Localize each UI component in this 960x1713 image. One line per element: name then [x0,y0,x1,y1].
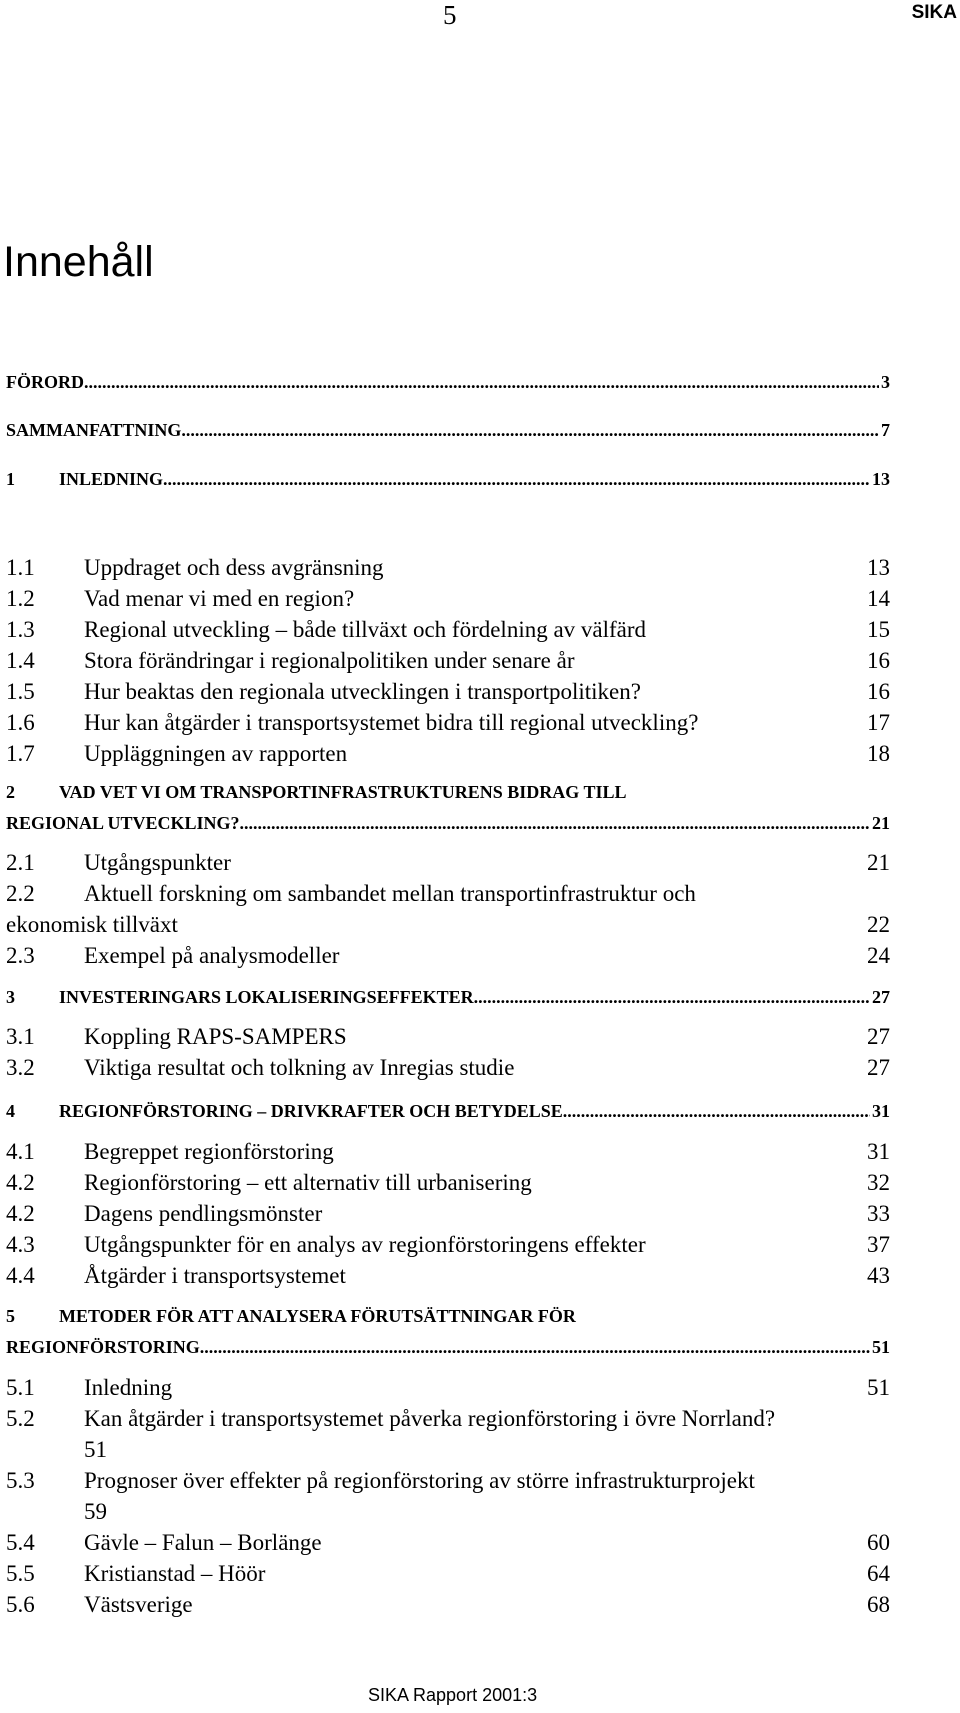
toc-entry-chapter-2[interactable] [6,777,890,839]
toc-title: Begreppet regionförstoring [84,1139,334,1164]
toc-title: INVESTERINGARS LOKALISERINGSEFFEKTER [59,987,474,1007]
toc-entry-chapter-5[interactable] [6,1301,890,1363]
toc-page: 3 [881,372,890,392]
toc-title: Kan åtgärder i transportsystemet påverka regionförstoring i övre Norrland? [84,1406,776,1431]
toc-leader-dots [563,1096,870,1127]
toc-section[interactable] [6,552,890,583]
toc-number: 1 [6,469,15,489]
toc-title: Utgångspunkter [84,850,231,875]
toc-section[interactable] [6,1403,890,1465]
toc-number: 5.3 [6,1468,35,1493]
toc-title: Vad menar vi med en region? [84,586,355,611]
toc-section[interactable] [6,847,890,878]
toc-title: Koppling RAPS-SAMPERS [84,1024,347,1049]
toc-page: 27 [872,987,890,1007]
toc-number: 5.1 [6,1375,35,1400]
toc-title: Kristianstad – Höör [84,1561,266,1586]
toc-number: 2.3 [6,943,35,968]
toc-page: 13 [872,469,890,489]
toc-leader-dots [181,415,879,446]
toc-number: 4.3 [6,1232,35,1257]
toc-title: SAMMANFATTNING [6,420,182,440]
toc-number: 1.2 [6,586,35,611]
toc-leader-dots [240,808,870,839]
toc-number: 3 [6,987,15,1007]
page-title: Innehåll [3,238,154,286]
toc-page: 33 [867,1201,890,1226]
footer-report-id: SIKA Rapport 2001:3 [368,1685,538,1705]
toc-number: 1.5 [6,679,35,704]
toc-title: METODER FÖR ATT ANALYSERA FÖRUTSÄTTNINGAR FÖR [59,1306,576,1326]
header-org: SIKA [911,2,957,23]
toc-entry-chapter-4[interactable] [6,1096,890,1127]
toc-section[interactable] [6,1465,890,1527]
toc-sections-chapter-3 [6,1021,890,1083]
toc-section[interactable] [6,1589,890,1620]
toc-section[interactable] [6,1372,890,1403]
toc-number: 4 [6,1101,15,1121]
toc-page: 37 [867,1232,890,1257]
toc-page: 16 [867,679,890,704]
toc-section[interactable] [6,738,890,769]
toc-title-continuation: ekonomisk tillväxt [6,912,178,937]
toc-page: 32 [867,1170,890,1195]
toc-page: 31 [867,1139,890,1164]
toc-page: 18 [867,741,890,766]
toc-section[interactable] [6,1167,890,1198]
toc-page: 51 [84,1437,107,1462]
toc-page: 15 [867,617,890,642]
toc-section[interactable] [6,1229,890,1260]
toc-page: 27 [867,1024,890,1049]
toc-title: Regionförstoring – ett alternativ till urbanisering [84,1170,532,1195]
toc-number: 1.3 [6,617,35,642]
toc-page: 13 [867,555,890,580]
toc-title: Utgångspunkter för en analys av regionförstoringens effekter [84,1232,646,1257]
toc-sections-chapter-5 [6,1372,890,1620]
toc-sections-chapter-1 [6,552,890,769]
toc-page: 7 [881,420,890,440]
toc-leader-dots [200,1332,870,1363]
toc-page: 16 [867,648,890,673]
toc-title: Uppläggningen av rapporten [84,741,348,766]
toc-number: 5.5 [6,1561,35,1586]
toc-page: 17 [867,710,890,735]
toc-page: 68 [867,1592,890,1617]
toc-title: Hur beaktas den regionala utvecklingen i transportpolitiken? [84,679,641,704]
toc-title: Hur kan åtgärder i transportsystemet bidra till regional utveckling? [84,710,699,735]
toc-number: 3.2 [6,1055,35,1080]
toc-page: 21 [872,813,890,833]
toc-sections-chapter-4 [6,1136,890,1291]
toc-section[interactable] [6,707,890,738]
toc-leader-dots [163,464,870,495]
toc-number: 4.4 [6,1263,35,1288]
toc-title: Stora förändringar i regionalpolitiken under senare år [84,648,575,673]
toc-number: 5.4 [6,1530,35,1555]
toc-title: Exempel på analysmodeller [84,943,340,968]
toc-page: 27 [867,1055,890,1080]
toc-entry-chapter-3[interactable] [6,982,890,1013]
toc-page: 22 [867,912,890,937]
toc-number: 4.2 [6,1170,35,1195]
toc-section[interactable] [6,614,890,645]
toc-entry-forord[interactable] [6,367,890,398]
toc-entry-sammanfattning[interactable] [6,415,890,446]
toc-section[interactable] [6,676,890,707]
page-number: 5 [443,0,457,30]
toc-section[interactable] [6,1558,890,1589]
toc-page: 51 [867,1375,890,1400]
toc-number: 5 [6,1306,15,1326]
toc-title: Uppdraget och dess avgränsning [84,555,384,580]
toc-title: REGIONFÖRSTORING – DRIVKRAFTER OCH BETYDELSE [59,1101,563,1121]
toc-section[interactable] [6,1052,890,1083]
toc-number: 1.6 [6,710,35,735]
toc-page: 51 [872,1337,890,1357]
toc-section[interactable] [6,1136,890,1167]
toc-page: 14 [867,586,890,611]
toc-title: Åtgärder i transportsystemet [84,1263,346,1288]
toc-number: 2.2 [6,881,35,906]
toc-sections-chapter-2 [6,847,890,971]
toc-leader-dots [84,367,879,398]
toc-title: INLEDNING [59,469,164,489]
toc-section[interactable] [6,940,890,971]
toc-number: 4.1 [6,1139,35,1164]
toc-page: 43 [867,1263,890,1288]
toc-title: Regional utveckling – både tillväxt och fördelning av välfärd [84,617,647,642]
toc-section[interactable] [6,1198,890,1229]
toc-section[interactable] [6,645,890,676]
toc-title: FÖRORD [6,372,84,392]
toc-page: 21 [867,850,890,875]
toc-leader-dots [474,982,870,1013]
toc-number: 1.4 [6,648,35,673]
toc-number: 2.1 [6,850,35,875]
toc-page: 60 [867,1530,890,1555]
toc-page: 64 [867,1561,890,1586]
toc-number: 5.2 [6,1406,35,1431]
toc-section[interactable] [6,878,890,940]
toc-title: Västsverige [84,1592,193,1617]
toc-title: Viktiga resultat och tolkning av Inregias studie [84,1055,515,1080]
toc-number: 2 [6,782,15,802]
toc-number: 1.1 [6,555,35,580]
toc-page: 59 [84,1499,107,1524]
toc-page: 31 [872,1101,890,1121]
toc-title: Dagens pendlingsmönster [84,1201,323,1226]
toc-title: VAD VET VI OM TRANSPORTINFRASTRUKTURENS BIDRAG TILL [59,782,627,802]
toc-title: Inledning [84,1375,173,1400]
toc-section[interactable] [6,1527,890,1558]
toc-number: 3.1 [6,1024,35,1049]
toc-title: Gävle – Falun – Borlänge [84,1530,322,1555]
toc-title-continuation: REGIONFÖRSTORING [6,1337,200,1357]
toc-number: 5.6 [6,1592,35,1617]
toc-page: 24 [867,943,890,968]
toc-number: 4.2 [6,1201,35,1226]
toc-title: Prognoser över effekter på regionförstoring av större infrastrukturprojekt [84,1468,755,1493]
toc-section[interactable] [6,1260,890,1291]
toc-entry-chapter-1[interactable] [6,464,890,495]
toc-section[interactable] [6,1021,890,1052]
toc-title-continuation: REGIONAL UTVECKLING? [6,813,240,833]
toc-title: Aktuell forskning om sambandet mellan transportinfrastruktur och [84,881,696,906]
toc-section[interactable] [6,583,890,614]
toc-number: 1.7 [6,741,35,766]
